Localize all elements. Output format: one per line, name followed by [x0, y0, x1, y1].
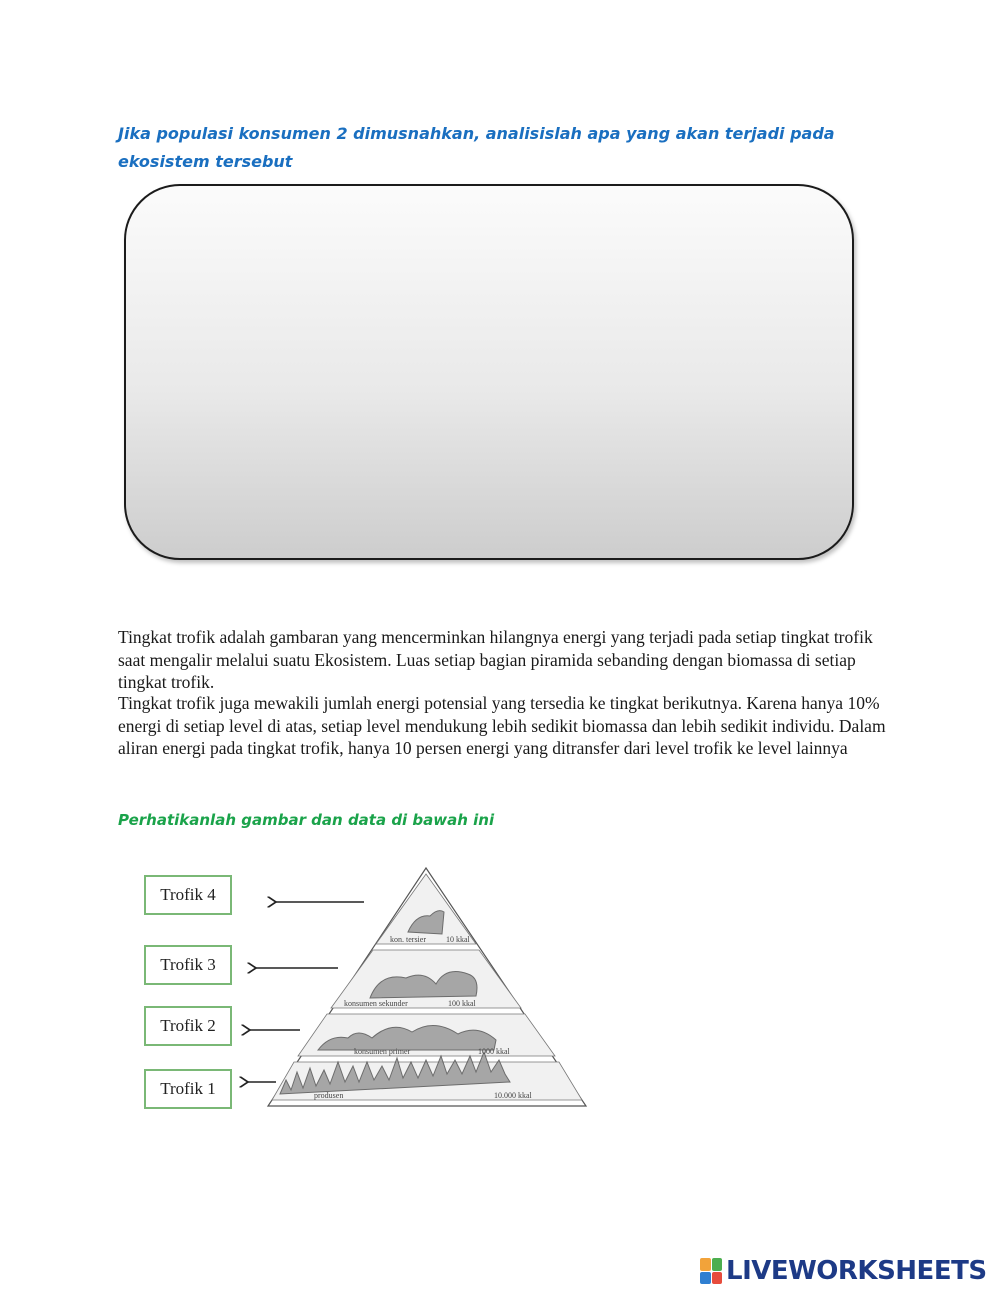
trophic-pyramid-figure — [118, 860, 598, 1130]
logo-text: LIVEWORKSHEETS — [726, 1256, 987, 1286]
trofik-2-box: Trofik 2 — [144, 1006, 232, 1046]
level-2-name: konsumen primer — [354, 1047, 411, 1056]
instruction-text: Perhatikanlah gambar dan data di bawah ini — [118, 811, 495, 829]
pyramid-drawing — [118, 860, 598, 1130]
level-2-energy: 1000 kkal — [478, 1047, 510, 1056]
paragraph-2: Tingkat trofik juga mewakili jumlah energi potensial yang tersedia ke tingkat berikutnya. Karena hanya 10% energi di setiap level di atas, setiap level mendukung lebih sedikit biomassa dan lebih sedikit individu. Dalam aliran energi pada tingkat trofik, hanya 10 persen energi yang ditransfer dari level trofik ke level lainnya — [118, 693, 886, 758]
paragraph-1: Tingkat trofik adalah gambaran yang mencerminkan hilangnya energi yang terjadi pada setiap tingkat trofik saat mengalir melalui suatu Ekosistem. Luas setiap bagian piramida sebanding dengan biomassa di setiap tingkat trofik. — [118, 627, 873, 692]
logo-square-3 — [700, 1272, 711, 1285]
logo-icon — [700, 1258, 722, 1284]
level-4-energy: 10 kkal — [446, 935, 470, 944]
level-3-energy: 100 kkal — [448, 999, 476, 1008]
trofik-3-box: Trofik 3 — [144, 945, 232, 985]
level-1-name: produsen — [314, 1091, 344, 1100]
answer-input[interactable] — [166, 216, 812, 528]
level-3-name: konsumen sekunder — [344, 999, 408, 1008]
trofik-4-box: Trofik 4 — [144, 875, 232, 915]
logo-square-1 — [700, 1258, 711, 1271]
liveworksheets-logo — [700, 1254, 987, 1288]
question-text: Jika populasi konsumen 2 dimusnahkan, analisislah apa yang akan terjadi pada ekosistem tersebut — [118, 124, 835, 171]
answer-box[interactable] — [124, 184, 854, 560]
logo-square-4 — [712, 1272, 723, 1285]
logo-square-2 — [712, 1258, 723, 1271]
level-1-energy: 10.000 kkal — [494, 1091, 532, 1100]
level-4-name: kon. tersier — [390, 935, 426, 944]
trofik-1-box: Trofik 1 — [144, 1069, 232, 1109]
